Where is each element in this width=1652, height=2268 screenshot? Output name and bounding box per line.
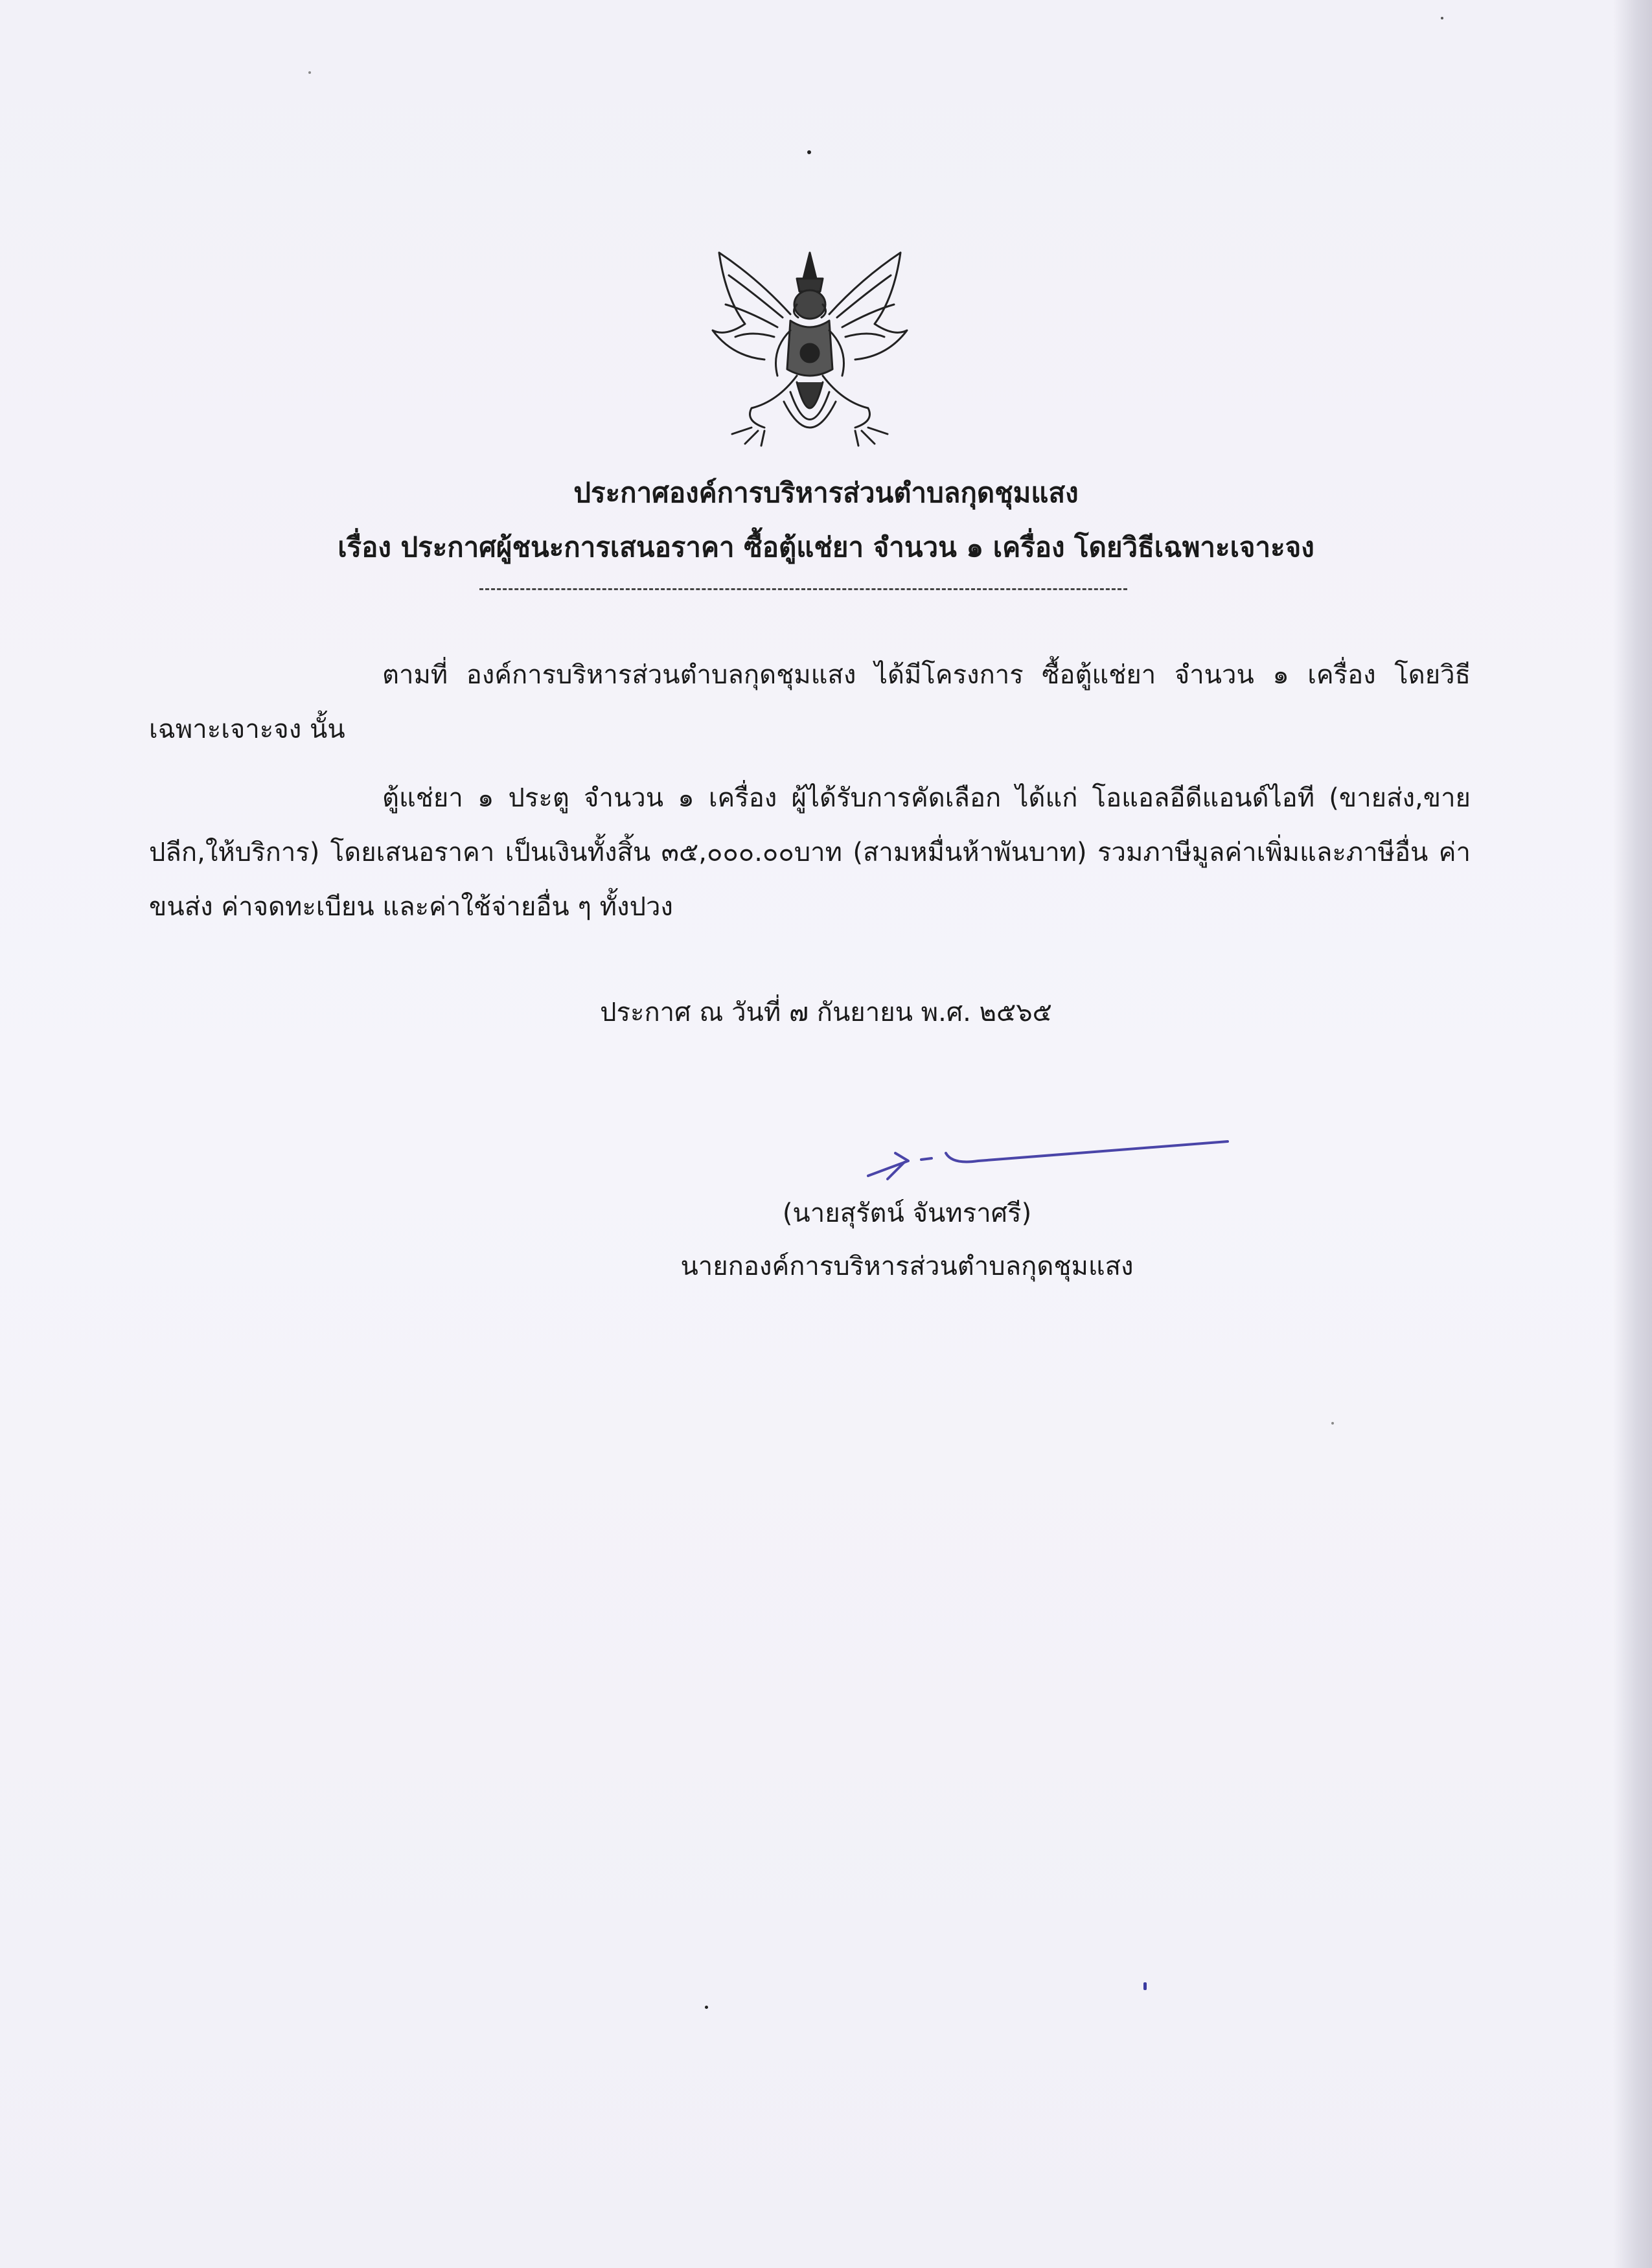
heading-separator xyxy=(479,588,1127,590)
announcement-subject: เรื่อง ประกาศผู้ชนะการเสนอราคา ซื้อตู้แช่ยา จำนวน ๑ เครื่อง โดยวิธีเฉพาะเจาะจง xyxy=(338,531,1314,563)
body-paragraph-2: ตู้แช่ยา ๑ ประตู จำนวน ๑ เครื่อง ผู้ได้รับการคัดเลือก ได้แก่ โอแอลอีดีแอนด์ไอที (ขายส่ง,ขายปลีก,ให้บริการ) โดยเสนอราคา เป็นเงินทั้งสิ้น ๓๕,๐๐๐.๐๐บาท (สามหมื่นห้าพันบาท) รวมภาษีมูลค่าเพิ่มและภาษีอื่น ค่าขนส่ง ค่าจดทะเบียน และค่าใช้จ่ายอื่น ๆ ทั้งปวง xyxy=(149,783,1471,922)
scan-speck xyxy=(1143,1982,1147,1990)
handwritten-signature xyxy=(849,1127,1250,1198)
announcement-date: ประกาศ ณ วันที่ ๗ กันยายน พ.ศ. ๒๕๖๕ xyxy=(600,998,1052,1027)
scan-speck xyxy=(807,150,811,154)
scan-speck xyxy=(705,2006,708,2009)
page-edge-shadow xyxy=(1613,0,1652,2268)
signatory-name: (นายสุรัตน์ จันทราศรี) xyxy=(782,1198,1032,1228)
garuda-emblem-icon xyxy=(700,240,920,453)
scan-speck xyxy=(1331,1422,1334,1425)
scan-speck xyxy=(1441,17,1443,19)
signatory-position: นายกองค์การบริหารส่วนตำบลกุดชุมแสง xyxy=(680,1252,1134,1281)
body-paragraph-1: ตามที่ องค์การบริหารส่วนตำบลกุดชุมแสง ได้มีโครงการ ซื้อตู้แช่ยา จำนวน ๑ เครื่อง โดยวิธีเฉพาะเจาะจง นั้น xyxy=(149,660,1471,744)
scan-speck xyxy=(308,71,311,74)
announcement-title: ประกาศองค์การบริหารส่วนตำบลกุดชุมแสง xyxy=(573,477,1079,509)
